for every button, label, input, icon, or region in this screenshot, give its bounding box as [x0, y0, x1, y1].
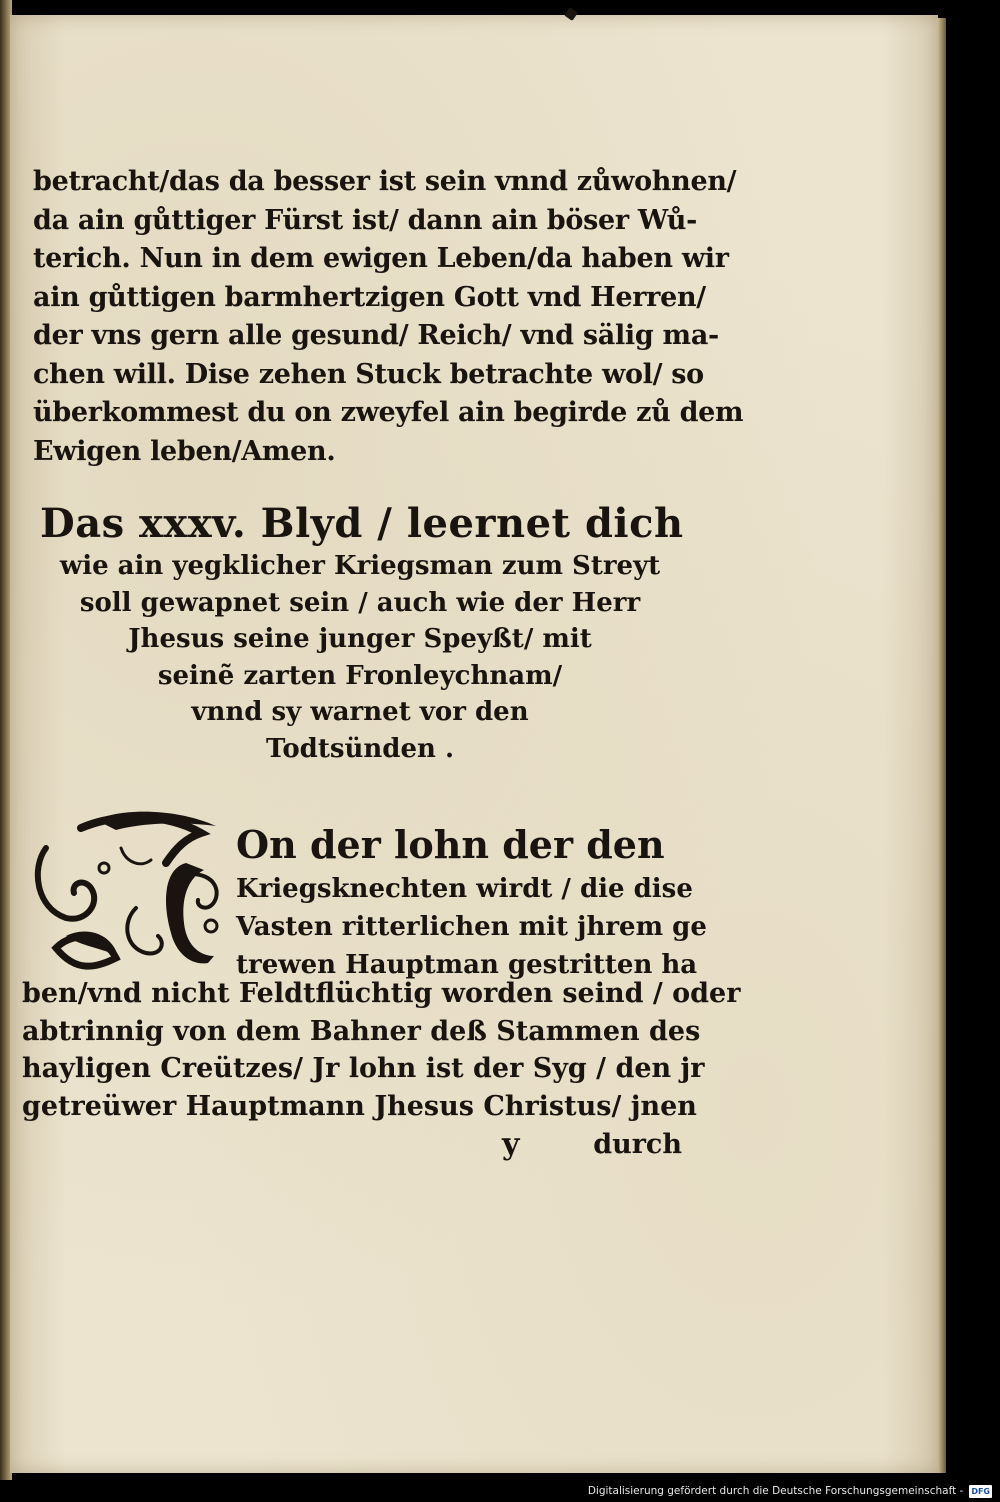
text-line: betracht/das da besser ist sein vnnd zůwohnen/	[33, 166, 737, 197]
text-line: abtrinnig von dem Bahner deß Stammen des	[22, 1015, 701, 1047]
text-line: der vns gern alle gesund/ Reich/ vnd sälig ma-	[33, 320, 719, 351]
funding-notice: Digitalisierung gefördert durch die Deutsche Forschungsgemeinschaft -	[587, 1485, 964, 1497]
text-line: Ewigen leben/Amen.	[33, 435, 336, 467]
text-line: da ain gůttiger Fürst ist/ dann ain böser Wů-	[33, 204, 698, 236]
dfg-logo-icon: DFG	[971, 1486, 990, 1496]
text-line: ain gůttigen barmhertzigen Gott vnd Herren/	[33, 281, 706, 313]
chapter-heading	[40, 500, 684, 767]
text-line: ben/vnd nicht Feldtflüchtig worden seind / oder	[22, 978, 741, 1009]
text-line: Kriegsknechten wirdt / die dise	[236, 874, 693, 904]
heading-line: seinẽ zarten Fronleychnam/	[157, 660, 563, 691]
text-line: trewen Hauptman gestritten ha	[236, 950, 698, 980]
heading-line: vnnd sy warnet vor den	[191, 697, 529, 727]
text-line: chen will. Dise zehen Stuck betrachte wol/ so	[33, 358, 704, 390]
digitization-footer	[588, 1482, 992, 1500]
page-footer-row	[22, 1127, 682, 1167]
decorated-initial	[26, 808, 236, 983]
body-paragraph	[33, 163, 744, 471]
section-continuation	[22, 975, 741, 1125]
heading-line: Jhesus seine junger Speyßt/ mit	[128, 624, 592, 654]
text-line: hayligen Creützes/ Jr lohn ist der Syg / den jr	[22, 1053, 705, 1084]
heading-line: wie ain yegklicher Kriegsman zum Streyt	[59, 551, 661, 581]
text-line: überkommest du on zweyfel ain begirde zů dem	[33, 397, 744, 428]
catchword: durch	[593, 1129, 682, 1160]
text-line: terich. Nun in dem ewigen Leben/da haben wir	[33, 243, 729, 274]
section-opening	[236, 820, 707, 984]
chapter-title: Das xxxv. Blyd / leernet dich	[40, 500, 684, 547]
signature-mark: y	[502, 1127, 520, 1162]
page-edge	[938, 18, 946, 1473]
text-line: getreüwer Hauptmann Jhesus Christus/ jnen	[22, 1090, 697, 1122]
section-first-line: On der lohn der den	[236, 822, 665, 867]
text-line: Vasten ritterlichen mit jhrem ge	[236, 912, 707, 942]
heading-line: soll gewapnet sein / auch wie der Herr	[79, 587, 641, 618]
heading-line: Todtsünden .	[265, 733, 455, 764]
